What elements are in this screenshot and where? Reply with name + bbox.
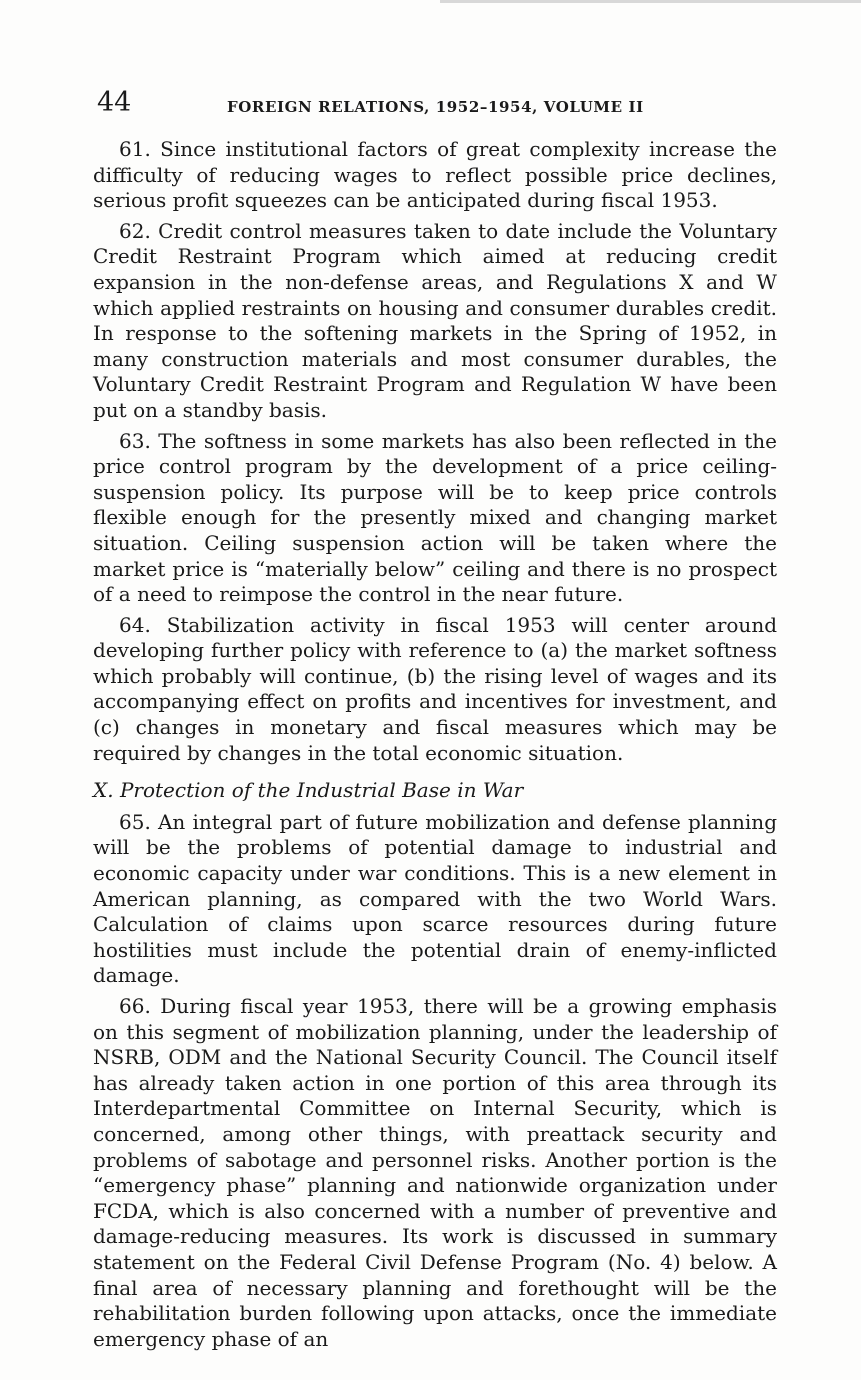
paragraph-63: 63. The softness in some markets has also been reflected in the price control program by the development of a price ceiling-suspension policy. Its purpose will be to keep price controls flexible enough for the presently mixed and changing market situation. Ceiling suspension action will be taken where the market price is “materially below” ceiling and there is no prospect of a need to reimpose the control in the near future. xyxy=(93,428,777,607)
page-number: 44 xyxy=(97,87,132,118)
paragraph-66: 66. During fiscal year 1953, there will be a growing emphasis on this segment of mobilization planning, under the leadership of NSRB, ODM and the National Security Council. The Council itself has already taken action in one portion of this area through its Interdepartmental Committee on Internal Security, which is concerned, among other things, with preattack security and problems of sabotage and personnel risks. Another portion is the “emergency phase” planning and nationwide organization under FCDA, which is also concerned with a number of preventive and damage-reducing measures. Its work is discussed in summary statement on the Federal Civil Defense Program (No. 4) below. A final area of necessary planning and forethought will be the rehabilitation burden following upon attacks, once the immediate emergency phase of an xyxy=(93,994,777,1351)
page-header xyxy=(97,86,777,122)
paragraph-62: 62. Credit control measures taken to date include the Voluntary Credit Restraint Program which aimed at reducing credit expansion in the non-defense areas, and Regulations X and W which applied restraints on housing and consumer durables credit. In response to the softening markets in the Spring of 1952, in many construction materials and most consumer durables, the Voluntary Credit Restraint Program and Regulation W have been put on a standby basis. xyxy=(93,218,777,422)
section-heading: X. Protection of the Industrial Base in War xyxy=(93,778,524,803)
paragraph-64: 64. Stabilization activity in fiscal 1953 will center around developing further policy with reference to (a) the market softness which probably will continue, (b) the rising level of wages and its accompanying effect on profits and incentives for investment, and (c) changes in monetary and fiscal measures which may be required by changes in the total economic situation. xyxy=(93,612,777,765)
page-edge-shadow xyxy=(440,0,861,3)
paragraph-61: 61. Since institutional factors of great complexity increase the difficulty of reducing wages to reflect possible price declines, serious profit squeezes can be anticipated during fiscal 1953. xyxy=(93,137,777,213)
body-text xyxy=(93,137,777,1357)
paragraph-65: 65. An integral part of future mobilization and defense planning will be the problems of potential damage to industrial and economic capacity under war conditions. This is a new element in American planning, as compared with the two World Wars. Calculation of claims upon scarce resources during future hostilities must include the potential drain of enemy-inflicted damage. xyxy=(93,809,777,988)
running-title: FOREIGN RELATIONS, 1952–1954, VOLUME II xyxy=(227,98,644,116)
